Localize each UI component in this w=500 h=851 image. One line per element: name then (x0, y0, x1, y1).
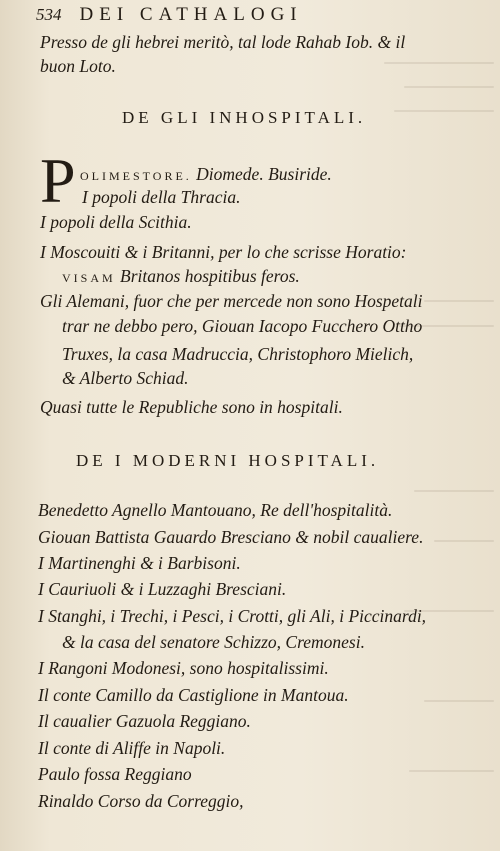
page-number: 534 (36, 5, 62, 24)
show-through-mark (434, 540, 494, 542)
text-fragment: Britanos hospitibus feros. (120, 266, 300, 286)
text-line: & Alberto Schiad. (62, 368, 189, 388)
page-header (36, 4, 460, 28)
text-line: I popoli della Thracia. (82, 187, 241, 207)
section-heading: DE GLI INHOSPITALI. (122, 108, 367, 127)
text-line: I Stanghi, i Trechi, i Pesci, i Crotti, gli Ali, i Piccinardi, (38, 606, 427, 626)
text-line: I Cauriuoli & i Luzzaghi Bresciani. (38, 579, 287, 599)
small-caps-word: VISAM (62, 271, 116, 285)
small-caps-word: OLIMESTORE. (80, 169, 192, 183)
text-line (62, 264, 300, 290)
text-fragment: Diomede. Busiride. (196, 164, 332, 184)
text-line: Benedetto Agnello Mantouano, Re dell'hospitalità. (38, 500, 393, 520)
show-through-mark (414, 490, 494, 492)
text-line: & la casa del senatore Schizzo, Cremonesi. (62, 632, 365, 652)
drop-cap: P (40, 145, 76, 216)
text-line: Giouan Battista Gauardo Bresciano & nobil caualiere. (38, 527, 424, 547)
text-line: buon Loto. (40, 56, 116, 76)
text-line: Il caualier Gazuola Reggiano. (38, 711, 251, 731)
text-line: I popoli della Scithia. (40, 212, 192, 232)
running-head: DEI CATHALOGI (79, 4, 303, 25)
text-line: Paulo fossa Reggiano (38, 764, 192, 784)
text-line: Quasi tutte le Republiche sono in hospitali. (40, 397, 343, 417)
show-through-mark (424, 300, 494, 302)
show-through-mark (384, 62, 494, 64)
text-line: Il conte di Aliffe in Napoli. (38, 738, 226, 758)
text-line: Truxes, la casa Madruccia, Christophoro Mielich, (62, 344, 414, 364)
text-line: Presso de gli hebrei meritò, tal lode Rahab Iob. & il (40, 32, 406, 52)
section-heading: DE I MODERNI HOSPITALI. (76, 451, 380, 470)
text-line: Il conte Camillo da Castiglione in Mantoua. (38, 685, 349, 705)
show-through-mark (394, 110, 494, 112)
text-line: Gli Alemani, fuor che per mercede non sono Hospetali (40, 291, 423, 311)
text-line: trar ne debbo pero, Giouan Iacopo Fucchero Ottho (62, 316, 423, 336)
text-line: I Rangoni Modonesi, sono hospitalissimi. (38, 658, 329, 678)
show-through-mark (404, 86, 494, 88)
show-through-mark (424, 700, 494, 702)
text-line: I Moscouiti & i Britanni, per lo che scrisse Horatio: (40, 242, 407, 262)
text-line: Rinaldo Corso da Correggio, (38, 791, 244, 811)
show-through-mark (409, 770, 494, 772)
text-line: I Martinenghi & i Barbisoni. (38, 553, 241, 573)
